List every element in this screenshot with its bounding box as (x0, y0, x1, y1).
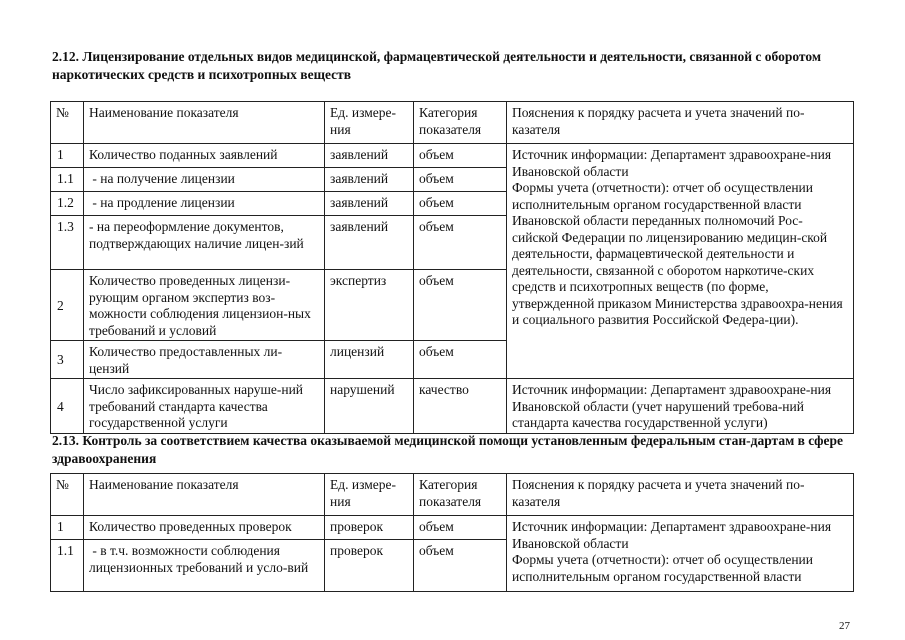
header-category: Категория показателя (414, 474, 507, 516)
row-unit: экспертиз (325, 270, 414, 341)
header-num: № (51, 102, 84, 144)
row-num: 4 (51, 379, 84, 434)
row-category: объем (414, 216, 507, 270)
header-unit: Ед. измере-ния (325, 102, 414, 144)
row-num: 1.1 (51, 168, 84, 192)
header-explanation: Пояснения к порядку расчета и учета значений по-казателя (507, 474, 854, 516)
table-row (51, 144, 854, 168)
section-2-12-heading: 2.12. Лицензирование отдельных видов медицинской, фармацевтической деятельности и деятельности, связанной с оборотом наркотических средств и психотропных веществ (52, 49, 822, 82)
table-header-row (51, 474, 854, 516)
section-2-12-table (50, 101, 854, 434)
header-num: № (51, 474, 84, 516)
row-name: - на получение лицензии (84, 168, 325, 192)
row-unit: заявлений (325, 192, 414, 216)
page-number: 27 (839, 620, 850, 632)
header-category: Категория показателя (414, 102, 507, 144)
row-category: объем (414, 270, 507, 341)
section-2-13-table (50, 473, 854, 592)
row-num: 1 (51, 516, 84, 540)
table-row (51, 379, 854, 434)
row-num: 1.1 (51, 540, 84, 592)
explanation-cell: Источник информации: Департамент здравоохране-ния Ивановской области Формы учета (отчетности): отчет об осуществлении исполнительным органом государственной власти Ивановской области переданных полномочий Рос-сийской Федерации по лицензированию медицин-ской деятельности, фармацевтической деятельности и деятельности, связанной с оборотом наркотиче-ских средств и психотропных веществ (по форме, утвержденной приказом Министерства здравоохра-нения и социального развития Российской Федера-ции). (507, 144, 854, 379)
row-category: объем (414, 516, 507, 540)
table-row (51, 516, 854, 540)
table-header-row (51, 102, 854, 144)
row-num: 1.2 (51, 192, 84, 216)
row-unit: заявлений (325, 168, 414, 192)
row-unit: проверок (325, 516, 414, 540)
explanation-cell-row4: Источник информации: Департамент здравоохране-ния Ивановской области (учет нарушений требова-ний стандарта качества государственной услуги) (507, 379, 854, 434)
row-category: объем (414, 192, 507, 216)
row-category: объем (414, 168, 507, 192)
header-unit: Ед. измере-ния (325, 474, 414, 516)
header-explanation: Пояснения к порядку расчета и учета значений по-казателя (507, 102, 854, 144)
row-unit: проверок (325, 540, 414, 592)
row-name: - на переоформление документов, подтверждающих наличие лицен-зий (84, 216, 325, 270)
explanation-cell: Источник информации: Департамент здравоохране-ния Ивановской области Формы учета (отчетности): отчет об осуществлении исполнительным органом государственной власти (507, 516, 854, 592)
row-num: 1.3 (51, 216, 84, 270)
row-name: - в т.ч. возможности соблюдения лицензионных требований и усло-вий (84, 540, 325, 592)
row-unit: нарушений (325, 379, 414, 434)
row-unit: заявлений (325, 216, 414, 270)
header-name: Наименование показателя (84, 102, 325, 144)
row-unit: лицензий (325, 341, 414, 379)
header-name: Наименование показателя (84, 474, 325, 516)
row-num: 1 (51, 144, 84, 168)
row-name: - на продление лицензии (84, 192, 325, 216)
row-category: качество (414, 379, 507, 434)
row-unit: заявлений (325, 144, 414, 168)
row-category: объем (414, 540, 507, 592)
row-name: Количество поданных заявлений (84, 144, 325, 168)
section-2-13-heading: 2.13. Контроль за соответствием качества оказываемой медицинской помощи установленным федеральным стан-дартам в сфере здравоохранения (52, 433, 843, 466)
row-category: объем (414, 144, 507, 168)
row-name: Число зафиксированных наруше-ний требований стандарта качества государственной услуги (84, 379, 325, 434)
row-name: Количество предоставленных ли-цензий (84, 341, 325, 379)
row-num: 3 (51, 341, 84, 379)
row-name: Количество проведенных лицензи-рующим органом экспертиз воз-можности соблюдения лицензион-ных требований и условий (84, 270, 325, 341)
row-num: 2 (51, 270, 84, 341)
row-category: объем (414, 341, 507, 379)
row-name: Количество проведенных проверок (84, 516, 325, 540)
